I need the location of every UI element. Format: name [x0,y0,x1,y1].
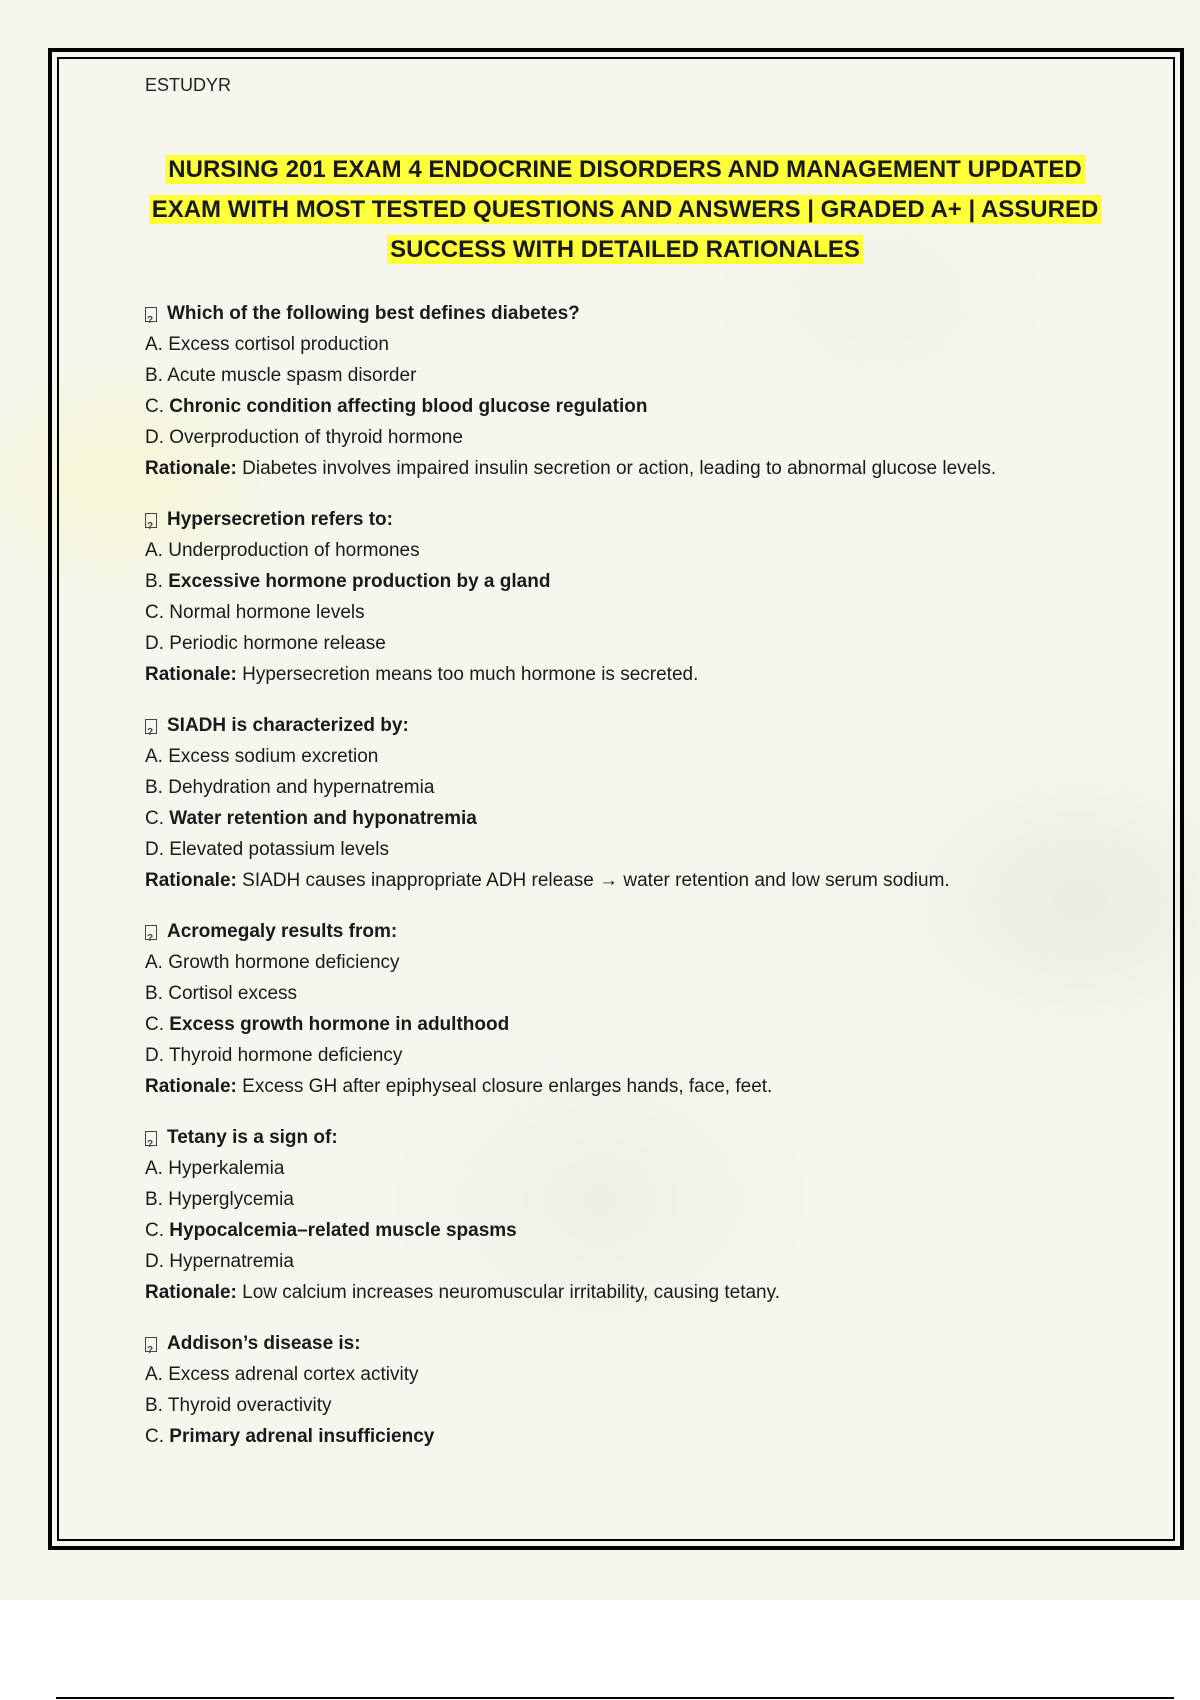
brand-header: ESTUDYR [145,75,232,95]
question-line [145,1122,1105,1153]
question-mark-box-icon [145,307,157,322]
answer-option [145,360,1105,391]
option-letter: C. [145,1426,164,1447]
option-letter: C. [145,808,164,829]
option-letter: C. [145,1014,164,1035]
question-text: Tetany is a sign of: [167,1127,338,1148]
option-letter: A. [145,952,163,973]
answer-option [145,978,1105,1009]
answer-option [145,1215,1105,1246]
title-line [145,150,1105,190]
question-line [145,504,1105,535]
question-line [145,916,1105,947]
option-letter: C. [145,396,164,417]
answer-option [145,329,1105,360]
answer-option [145,1184,1105,1215]
answer-option [145,422,1105,453]
answer-option [145,1390,1105,1421]
question-list [145,298,1105,1452]
title-text: EXAM WITH MOST TESTED QUESTIONS AND ANSWERS | GRADED A+ | ASSURED [149,195,1102,224]
option-text: Hyperglycemia [168,1189,294,1210]
correct-option-text: Excessive hormone production by a gland [168,571,551,592]
rationale-line [145,865,1105,896]
correct-option-text: Primary adrenal insufficiency [169,1426,435,1447]
rationale-text: Low calcium increases neuromuscular irritability, causing tetany. [242,1282,780,1303]
answer-option [145,1009,1105,1040]
question-text: Acromegaly results from: [167,921,398,942]
option-letter: C. [145,1220,164,1241]
question-block [145,298,1105,484]
option-text: Periodic hormone release [169,633,386,654]
option-text: Thyroid overactivity [167,1395,332,1416]
rationale-label: Rationale: [145,870,237,891]
rationale-text: Diabetes involves impaired insulin secretion or action, leading to abnormal glucose levels. [242,458,997,479]
correct-option-text: Chronic condition affecting blood glucose regulation [169,396,648,417]
rationale-label: Rationale: [145,1282,237,1303]
option-letter: D. [145,839,164,860]
question-block [145,710,1105,896]
question-block [145,504,1105,690]
option-letter: A. [145,746,163,767]
question-block [145,916,1105,1102]
option-text: Thyroid hormone deficiency [168,1045,403,1066]
question-line [145,710,1105,741]
document-content [145,74,1105,1472]
title-text: NURSING 201 EXAM 4 ENDOCRINE DISORDERS AND MANAGEMENT UPDATED [165,155,1084,184]
answer-option [145,391,1105,422]
option-letter: D. [145,1045,164,1066]
question-text: Hypersecretion refers to: [167,509,393,530]
question-line [145,298,1105,329]
document-title [145,150,1105,270]
question-block [145,1328,1105,1452]
option-letter: D. [145,633,164,654]
option-letter: A. [145,1364,163,1385]
footer-divider [56,1697,1174,1699]
option-text: Elevated potassium levels [169,839,389,860]
rationale-label: Rationale: [145,664,237,685]
correct-option-text: Excess growth hormone in adulthood [169,1014,510,1035]
option-text: Excess cortisol production [168,334,389,355]
answer-option [145,597,1105,628]
option-letter: C. [145,602,164,623]
option-letter: A. [145,1158,163,1179]
rationale-label: Rationale: [145,1076,237,1097]
option-letter: B. [145,983,163,1004]
option-text: Hypernatremia [169,1251,294,1272]
option-letter: B. [145,1189,163,1210]
option-text: Dehydration and hypernatremia [168,777,435,798]
option-text: Cortisol excess [168,983,298,1004]
question-text: Addison’s disease is: [167,1333,361,1354]
question-text: SIADH is characterized by: [167,715,409,736]
rationale-line [145,453,1105,484]
option-letter: A. [145,540,163,561]
option-text: Excess sodium excretion [168,746,379,767]
rationale-line [145,1071,1105,1102]
option-letter: B. [145,365,163,386]
question-mark-box-icon [145,513,157,528]
question-line [145,1328,1105,1359]
answer-option [145,1359,1105,1390]
answer-option [145,566,1105,597]
answer-option [145,947,1105,978]
rationale-text: Hypersecretion means too much hormone is secreted. [242,664,699,685]
option-text: Normal hormone levels [169,602,365,623]
rationale-label: Rationale: [145,458,237,479]
answer-option [145,628,1105,659]
rationale-text: Excess GH after epiphyseal closure enlarges hands, face, feet. [242,1076,773,1097]
title-line [145,230,1105,270]
option-letter: B. [145,571,163,592]
option-text: Acute muscle spasm disorder [167,365,417,386]
question-block [145,1122,1105,1308]
question-text: Which of the following best defines diabetes? [167,303,580,324]
title-text: SUCCESS WITH DETAILED RATIONALES [387,235,863,264]
option-letter: D. [145,1251,164,1272]
answer-option [145,1421,1105,1452]
option-text: Hyperkalemia [168,1158,285,1179]
title-line [145,190,1105,230]
rationale-text: SIADH causes inappropriate ADH release → water retention and low serum sodium. [242,870,950,891]
option-letter: B. [145,777,163,798]
answer-option [145,772,1105,803]
answer-option [145,741,1105,772]
question-mark-box-icon [145,719,157,734]
question-mark-box-icon [145,925,157,940]
correct-option-text: Water retention and hyponatremia [169,808,477,829]
answer-option [145,1246,1105,1277]
option-letter: A. [145,334,163,355]
rationale-line [145,659,1105,690]
answer-option [145,1040,1105,1071]
option-text: Overproduction of thyroid hormone [169,427,463,448]
rationale-line [145,1277,1105,1308]
question-mark-box-icon [145,1337,157,1352]
answer-option [145,803,1105,834]
option-text: Excess adrenal cortex activity [168,1364,419,1385]
option-text: Underproduction of hormones [168,540,420,561]
question-mark-box-icon [145,1131,157,1146]
answer-option [145,834,1105,865]
correct-option-text: Hypocalcemia–related muscle spasms [169,1220,517,1241]
option-letter: B. [145,1395,163,1416]
answer-option [145,535,1105,566]
answer-option [145,1153,1105,1184]
option-text: Growth hormone deficiency [168,952,400,973]
option-letter: D. [145,427,164,448]
